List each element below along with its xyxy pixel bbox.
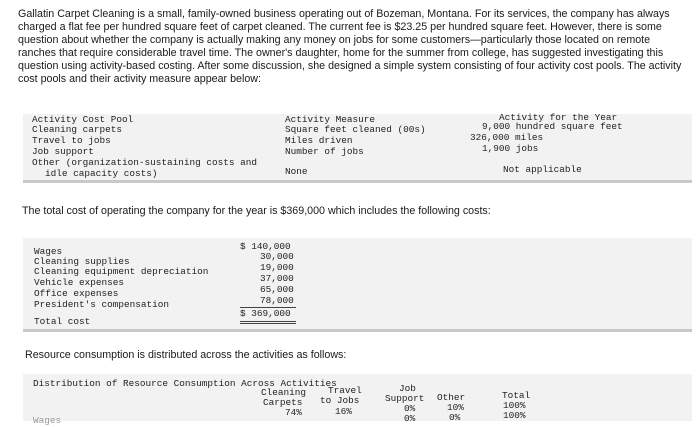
cost-label-office-expenses: Office expenses [34,288,119,299]
pool-cleaning-carpets: Cleaning carpets [32,124,123,135]
costs-table [23,238,692,329]
header-activity-for-year: Activity for the Year [499,112,618,123]
activity-not-applicable: Not applicable [503,164,582,175]
row-label-wages: Wages [33,415,62,426]
header-job: Job [399,383,416,394]
cell-cleaning-wages: 74% [285,407,302,418]
measure-square-feet: Square feet cleaned (00s) [285,124,426,135]
header-other: Other [437,392,466,403]
header-to-jobs: to Jobs [320,395,360,406]
cost-label-president-compensation: President's compensation [34,299,170,310]
measure-miles: Miles driven [285,135,353,146]
header-carpets: Carpets [263,397,303,408]
total-cost-sentence: The total cost of operating the company for the year is $369,000 which includes the following costs: [22,205,491,217]
cost-value-vehicle-expenses: 37,000 [260,273,294,284]
total-double-rule-bottom [240,323,296,324]
cost-value-president-compensation: 78,000 [260,295,294,306]
cell-other-wages: 10% [447,402,464,413]
activity-hundred-square-feet: 9,000 hundred square feet [482,121,623,132]
header-cleaning: Cleaning [261,387,307,398]
cell-travel-wages: 16% [335,406,352,417]
cell-job-wages: 0% [404,403,416,414]
header-total: Total [502,390,531,401]
total-double-rule-top [240,321,296,322]
cost-value-total: $ 369,000 [240,308,291,319]
pool-job-support: Job support [32,146,94,157]
cost-label-total: Total cost [34,316,91,327]
activity-pool-table [23,114,692,180]
header-activity-measure: Activity Measure [285,114,376,125]
activity-miles: 326,000 miles [470,132,544,143]
header-activity-cost-pool: Activity Cost Pool [32,114,134,125]
pool-travel-to-jobs: Travel to jobs [32,135,111,146]
pool-other-continued: idle capacity costs) [45,168,158,179]
cost-value-cleaning-supplies: 30,000 [260,251,294,262]
cell-other-row2: 0% [449,412,461,423]
cost-label-equipment-depreciation: Cleaning equipment depreciation [34,266,209,277]
costs-table-bottom-border [23,329,692,332]
cost-value-equipment-depreciation: 19,000 [260,262,294,273]
cost-value-wages: $ 140,000 [240,241,291,252]
cell-job-row2: 0% [404,413,416,424]
activity-jobs: 1,900 jobs [482,143,539,154]
header-support: Support [385,393,425,404]
cost-label-vehicle-expenses: Vehicle expenses [34,277,125,288]
pool-other: Other (organization-sustaining costs and [32,157,258,168]
cost-value-office-expenses: 65,000 [260,284,294,295]
measure-none: None [285,166,308,177]
cell-total-row2: 100% [503,410,526,421]
cost-label-wages: Wages [34,246,63,257]
cost-label-cleaning-supplies: Cleaning supplies [34,256,130,267]
pool-table-bottom-border [23,180,692,183]
distribution-table [23,374,692,426]
problem-intro: Gallatin Carpet Cleaning is a small, family-owned business operating out of Bozeman, Montana. For its services, the company has always charged a flat fee per hundred square feet of carpet cleaned. The current fee is $23.25 per hundred square feet. However, there is some question about whether the company is actually making any money on jobs for some customers—particularly those located on remote ranches that require considerable travel time. The owner's daughter, home for the summer from college, has suggested investigating this question using activity-based costing. After some discussion, she designed a simple system consisting of four activity cost pools. The activity cost pools and their activity measure appear below: [18,8,682,85]
measure-jobs: Number of jobs [285,146,364,157]
resource-sentence: Resource consumption is distributed across the activities as follows: [25,349,347,361]
cell-total-wages: 100% [503,400,526,411]
header-travel: Travel [328,385,362,396]
distribution-title: Distribution of Resource Consumption Across Activities [33,378,337,389]
